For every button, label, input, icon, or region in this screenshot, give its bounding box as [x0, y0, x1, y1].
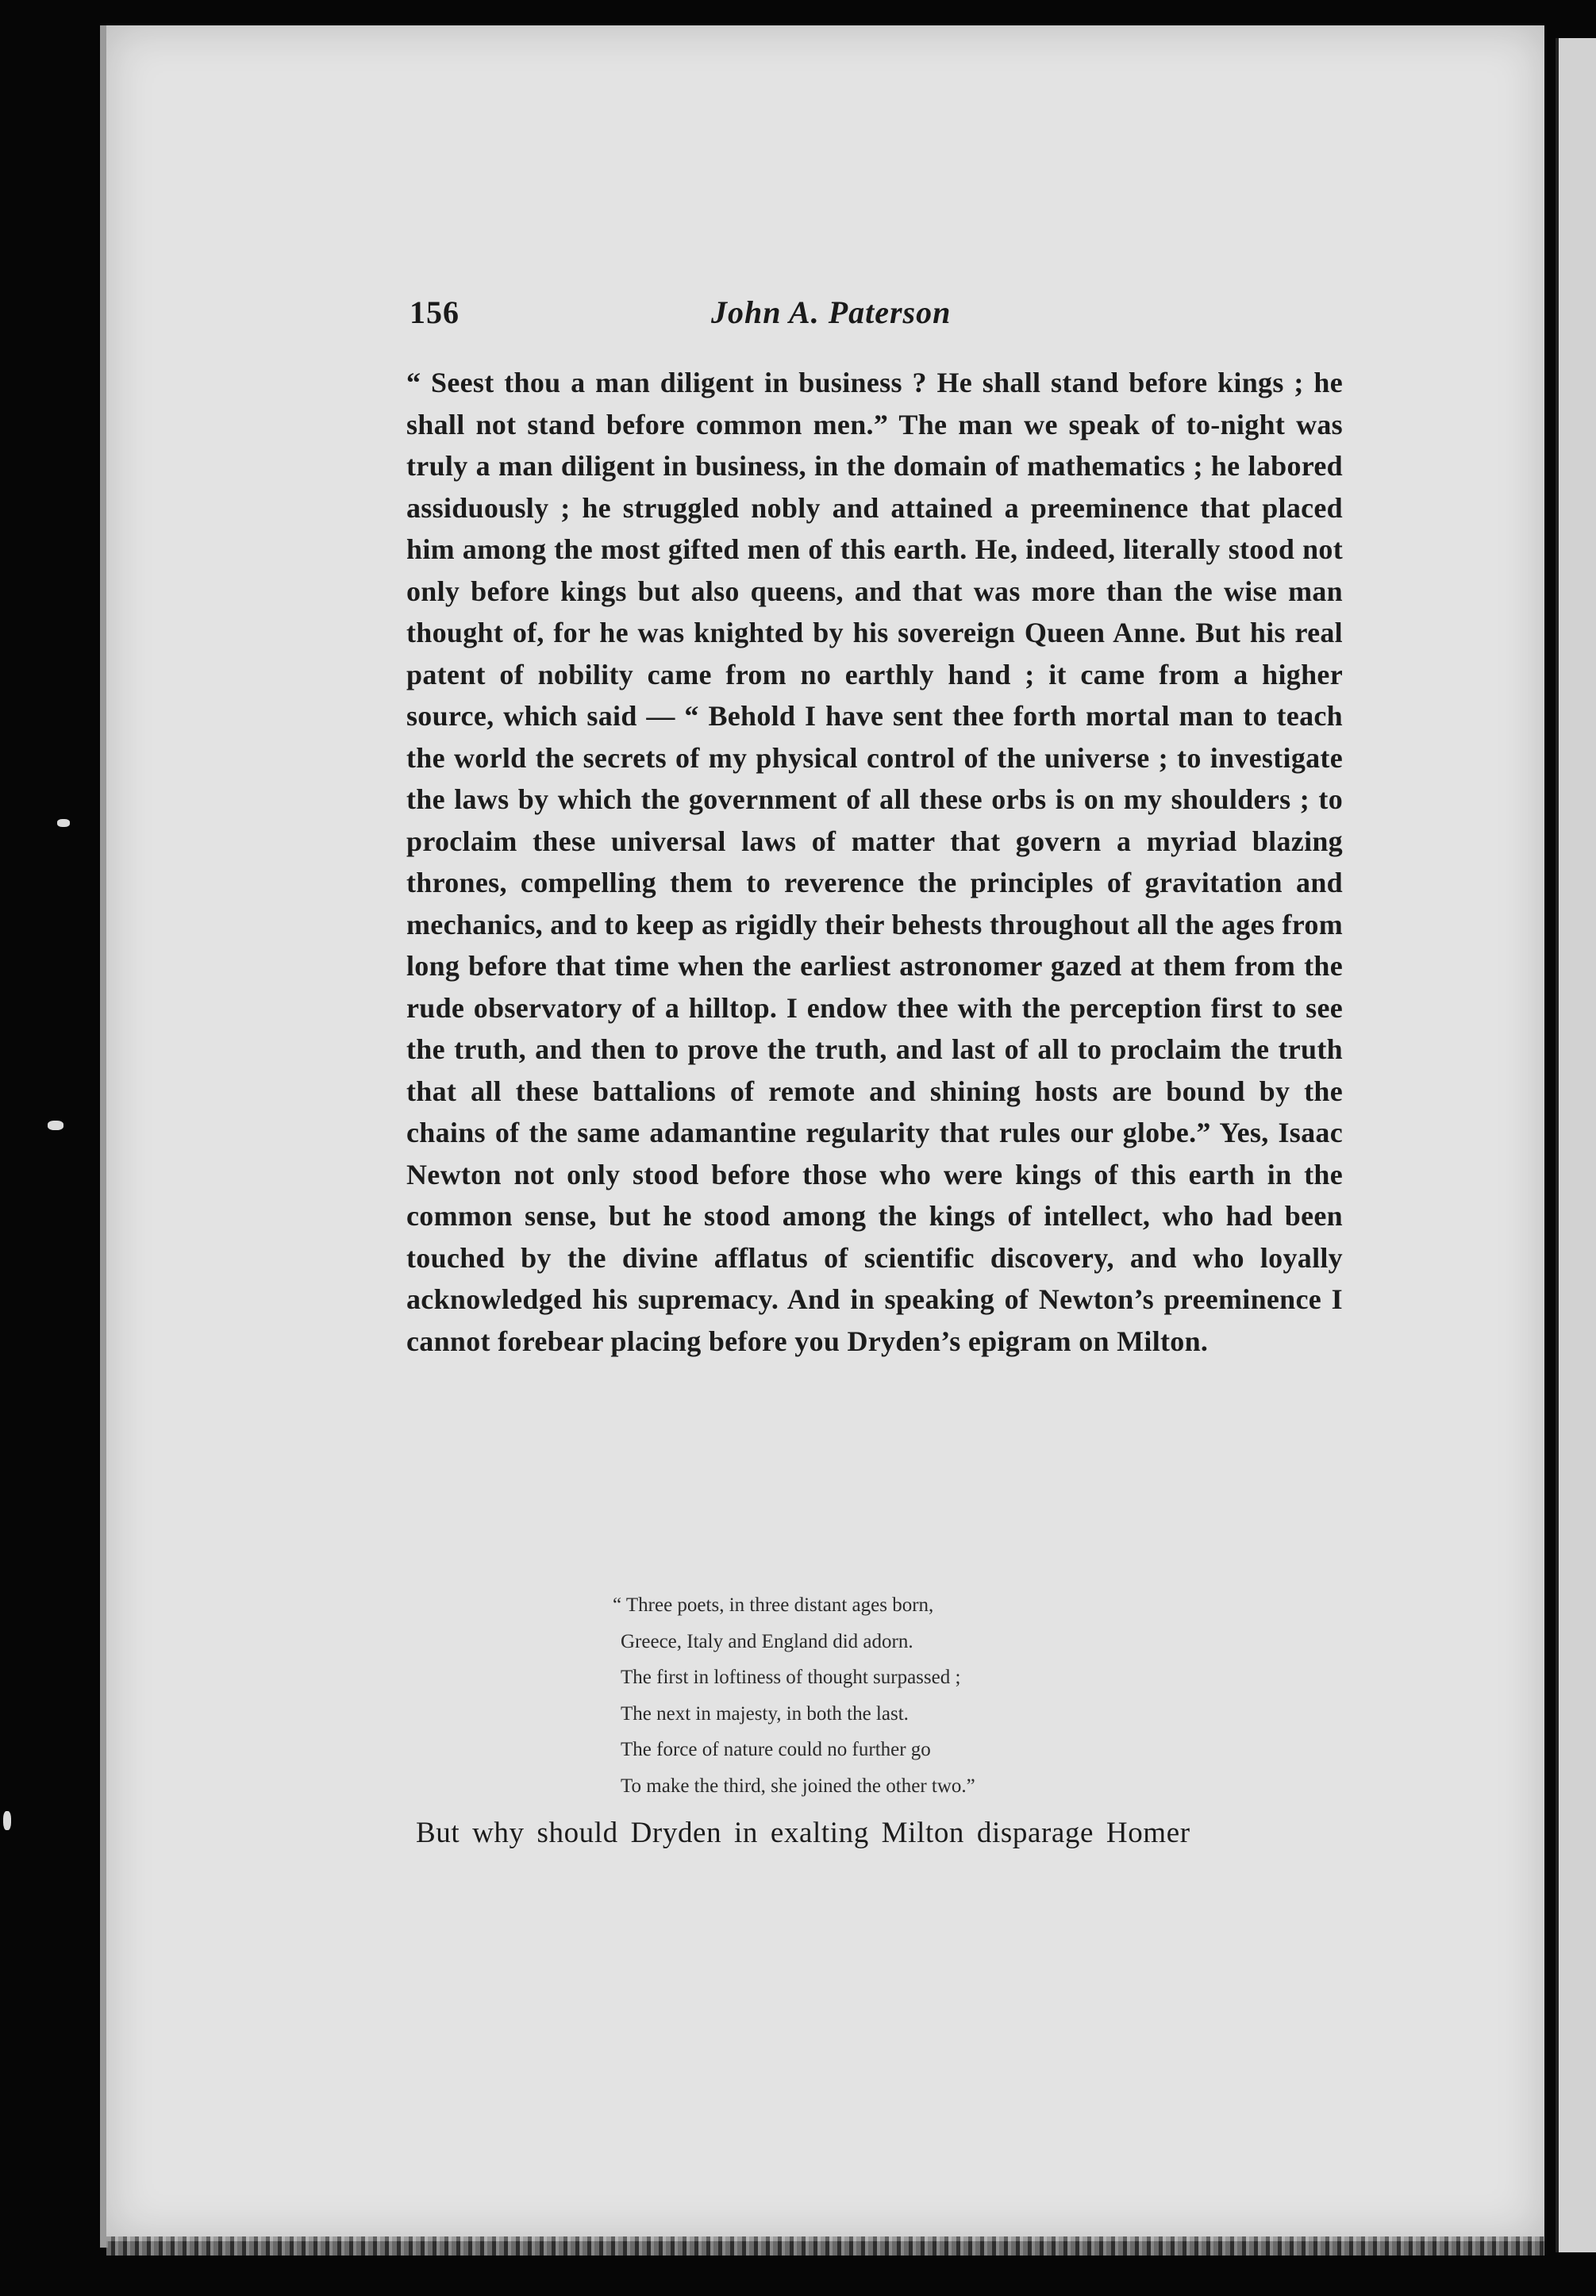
body-text	[406, 362, 1343, 1362]
closing-line: But why should Dryden in exalting Milton disparage Homer	[416, 1817, 1190, 1849]
epigram-verse	[613, 1587, 1263, 1805]
verse-line: The first in loftiness of thought surpassed ;	[621, 1667, 961, 1689]
page-header	[410, 294, 1346, 333]
scan-speck	[57, 819, 70, 827]
running-head: John A. Paterson	[711, 294, 952, 330]
verse-line: Greece, Italy and England did adorn.	[621, 1630, 913, 1652]
page-number: 156	[410, 294, 460, 330]
verse-line: The force of nature could no further go	[621, 1739, 931, 1761]
scan-speck	[3, 1811, 11, 1830]
body-paragraph: “ Seest thou a man diligent in business ? He shall stand before kings ; he shall not stand before common men.” The man we speak of to-night was truly a man diligent in business, in the domain of mathematics ; he labored assiduously ; he struggled nobly and attained a preeminence that placed him among the most gifted men of this earth. He, indeed, literally stood not only before kings but also queens, and that was more than the wise man thought of, for he was knighted by his sovereign Queen Anne. But his real patent of nobility came from no earthly hand ; it came from a higher source, which said — “ Behold I have sent thee forth mortal man to teach the world the secrets of my physical control of the universe ; to investigate the laws by which the government of all these orbs is on my shoulders ; to proclaim these universal laws of matter that govern a myriad blazing thrones, compelling them to reverence the principles of gravitation and mechanics, and to keep as rigidly their behests throughout all the ages from long before that time when the earliest astronomer gazed at them from the rude observatory of a hilltop. I endow thee with the perception first to see the truth, and then to prove the truth, and last of all to proclaim the truth that all these battalions of remote and shining hosts are bound by the chains of the same adamantine regularity that rules our globe.” Yes, Isaac Newton not only stood before those who were kings of this earth in the common sense, but he stood among the kings of intellect, who had been touched by the divine afflatus of scientific discovery, and who loyally acknowledged his supremacy. And in speaking of Newton’s preeminence I cannot forebear placing before you Dryden’s epigram on Milton.	[406, 367, 1343, 1357]
verse-line: To make the third, she joined the other two.”	[621, 1775, 975, 1797]
verse-line: “ Three poets, in three distant ages born,	[613, 1594, 934, 1616]
page-bottom-edge	[106, 2236, 1544, 2256]
adjacent-page-edge	[1556, 38, 1596, 2252]
verse-line: The next in majesty, in both the last.	[621, 1702, 909, 1725]
scan-speck	[48, 1121, 63, 1130]
